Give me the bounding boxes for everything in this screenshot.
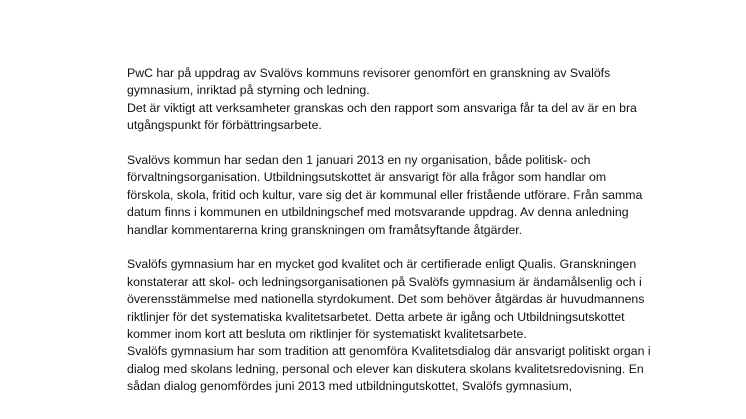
- paragraph-intro: [127, 65, 727, 135]
- text-line: överensstämmelse med nationella styrdokument. Det som behöver åtgärdas är huvudmannens: [127, 292, 645, 307]
- paragraph-quality: [127, 256, 727, 395]
- document-body: [127, 65, 727, 396]
- text-line: Svalöfs gymnasium har en mycket god kvalitet och är certifierade enligt Qualis. Granskningen: [127, 257, 637, 272]
- text-line: konstaterar att skol- och ledningsorganisationen på Svalöfs gymnasium är ändamålsenlig och i: [127, 274, 642, 289]
- text-line: förskola, skola, fritid och kultur, vare sig det är kommunal eller fristående utförare. Från samma: [127, 187, 643, 202]
- paragraph-organisation: [127, 152, 727, 239]
- text-line: PwC har på uppdrag av Svalövs kommuns revisorer genomfört en granskning av Svalöfs: [127, 66, 611, 80]
- text-line: gymnasium, inriktad på styrning och ledning.: [127, 83, 370, 98]
- text-line: förvaltningsorganisation. Utbildningsutskottet är ansvarigt för alla frågor som handlar om: [127, 170, 607, 185]
- text-line: Det är viktigt att verksamheter granskas och den rapport som ansvariga får ta del av är en bra: [127, 100, 637, 115]
- text-line: dialog med skolans ledning, personal och elever kan diskutera skolans kvalitetsredovisning. En: [127, 361, 644, 376]
- cropped-text-fragment: [183, 0, 205, 2]
- text-line: datum finns i kommunen en utbildningschef med motsvarande uppdrag. Av denna anledning: [127, 205, 629, 220]
- text-line: Svalövs kommun har sedan den 1 januari 2013 en ny organisation, både politisk- och: [127, 153, 591, 168]
- text-line: utgångspunkt för förbättringsarbete.: [127, 118, 322, 133]
- text-line: handlar kommentarerna kring granskningen om framåtsyftande åtgärder.: [127, 222, 523, 237]
- text-line: sådan dialog genomfördes juni 2013 med utbildningutskottet, Svalöfs gymnasium,: [127, 379, 573, 394]
- text-line: riktlinjer för det systematiska kvalitetsarbetet. Detta arbete är igång och Utbildningsutskottet: [127, 309, 625, 324]
- text-line: Svalöfs gymnasium har som tradition att genomföra Kvalitetsdialog där ansvarigt politiskt organ i: [127, 344, 651, 359]
- text-line: kommer inom kort att besluta om riktlinjer för systematiskt kvalitetsarbete.: [127, 327, 527, 342]
